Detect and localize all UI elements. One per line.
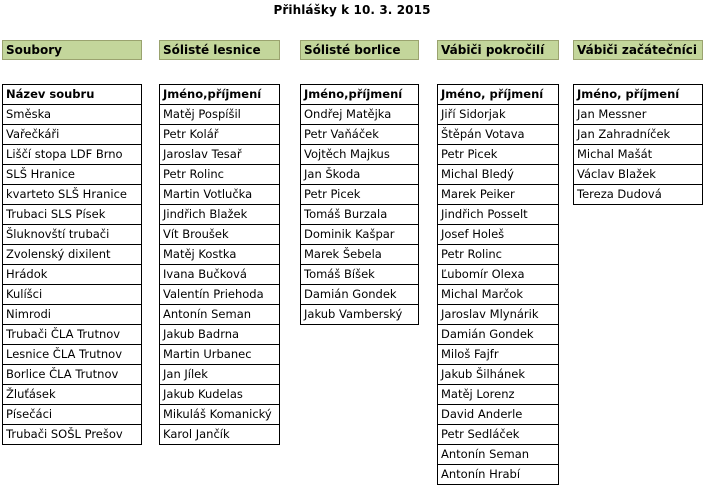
table-row: [3, 425, 142, 445]
table-cell: Jaroslav Mlynárik: [438, 305, 559, 325]
table-row: [3, 385, 142, 405]
table-header-row: [438, 85, 559, 105]
table-row: [160, 325, 280, 345]
column-header-cell: Název soubru: [3, 85, 142, 105]
table-cell: Valentín Priehoda: [160, 285, 280, 305]
table-cell: Hrádok: [3, 265, 142, 285]
table-row: [438, 105, 559, 125]
table-row: [438, 405, 559, 425]
table-row: [160, 365, 280, 385]
table-cell: Borlice ČLA Trutnov: [3, 365, 142, 385]
table-row: [438, 205, 559, 225]
table-row: [438, 425, 559, 445]
column-header-cell: Jméno,příjmení: [160, 85, 280, 105]
table-header-row: [301, 85, 419, 105]
table-cell: Ondřej Matějka: [301, 105, 419, 125]
table-cell: Dominik Kašpar: [301, 225, 419, 245]
table-row: [160, 225, 280, 245]
table-row: [160, 145, 280, 165]
table-cell: Tomáš Burzala: [301, 205, 419, 225]
table-row: [3, 225, 142, 245]
table-row: [3, 165, 142, 185]
table-row: [574, 105, 703, 125]
table-cell: Václav Blažek: [574, 165, 703, 185]
table-row: [438, 145, 559, 165]
table-row: [3, 205, 142, 225]
section-header: Soubory: [2, 40, 142, 60]
table-row: [160, 265, 280, 285]
table-row: [160, 345, 280, 365]
column-header-cell: Jméno, příjmení: [438, 85, 559, 105]
table-row: [3, 365, 142, 385]
table-cell: Damián Gondek: [301, 285, 419, 305]
table-cell: Damián Gondek: [438, 325, 559, 345]
table-cell: Petr Rolinc: [160, 165, 280, 185]
table-cell: Směska: [3, 105, 142, 125]
table-row: [438, 265, 559, 285]
table-row: [160, 245, 280, 265]
table-row: [3, 145, 142, 165]
table-row: [3, 185, 142, 205]
table-row: [3, 245, 142, 265]
table-row: [438, 185, 559, 205]
table-cell: Marek Peiker: [438, 185, 559, 205]
column-header-cell: Jméno, příjmení: [574, 85, 703, 105]
table-row: [438, 305, 559, 325]
table-cell: Vojtěch Majkus: [301, 145, 419, 165]
table-cell: Marek Šebela: [301, 245, 419, 265]
table-cell: Petr Sedláček: [438, 425, 559, 445]
table-row: [160, 425, 280, 445]
table-row: [438, 285, 559, 305]
table-cell: Tomáš Bíšek: [301, 265, 419, 285]
table-cell: Nimrodi: [3, 305, 142, 325]
page-title: Přihlášky k 10. 3. 2015: [273, 3, 431, 17]
table-cell: Matěj Kostka: [160, 245, 280, 265]
table-cell: Antonín Hrabí: [438, 465, 559, 485]
table-row: [301, 225, 419, 245]
table-cell: Vít Broušek: [160, 225, 280, 245]
column-header-cell: Jméno,příjmení: [301, 85, 419, 105]
table-cell: Ivana Bučková: [160, 265, 280, 285]
section-header: Vábiči začátečníci: [573, 40, 703, 60]
table-cell: Matěj Lorenz: [438, 385, 559, 405]
table-row: [574, 125, 703, 145]
table-row: [301, 205, 419, 225]
table-row: [160, 105, 280, 125]
table-cell: Josef Holeš: [438, 225, 559, 245]
table-cell: Michal Mašát: [574, 145, 703, 165]
table-row: [438, 245, 559, 265]
table-cell: Jakub Vamberský: [301, 305, 419, 325]
table-cell: Martin Votlučka: [160, 185, 280, 205]
table-row: [438, 365, 559, 385]
table-cell: Antonín Seman: [438, 445, 559, 465]
beginner-callers-table: [573, 84, 703, 205]
table-row: [3, 285, 142, 305]
table-cell: Petr Kolář: [160, 125, 280, 145]
table-row: [301, 145, 419, 165]
table-cell: Jiří Sidorjak: [438, 105, 559, 125]
table-cell: Jaroslav Tesař: [160, 145, 280, 165]
table-row: [574, 165, 703, 185]
section-header: Sólisté lesnice: [159, 40, 280, 60]
table-cell: Michal Marčok: [438, 285, 559, 305]
table-cell: Liščí stopa LDF Brno: [3, 145, 142, 165]
table-cell: Petr Vaňáček: [301, 125, 419, 145]
table-row: [3, 325, 142, 345]
table-cell: Jakub Kudelas: [160, 385, 280, 405]
table-cell: Jakub Badrna: [160, 325, 280, 345]
table-row: [3, 125, 142, 145]
table-cell: David Anderle: [438, 405, 559, 425]
advanced-callers-table: [437, 84, 559, 485]
table-cell: Jindřich Posselt: [438, 205, 559, 225]
table-cell: Matěj Pospíšil: [160, 105, 280, 125]
table-header-row: [3, 85, 142, 105]
ensembles-table: [2, 84, 142, 445]
table-cell: kvarteto SLŠ Hranice: [3, 185, 142, 205]
borlice-soloists-table: [300, 84, 419, 325]
table-cell: Petr Picek: [301, 185, 419, 205]
table-cell: Jindřich Blažek: [160, 205, 280, 225]
table-cell: Vařečkáři: [3, 125, 142, 145]
lesnice-soloists-table: [159, 84, 280, 445]
table-row: [3, 305, 142, 325]
table-row: [301, 265, 419, 285]
table-row: [574, 145, 703, 165]
table-row: [301, 165, 419, 185]
table-row: [438, 125, 559, 145]
table-row: [3, 265, 142, 285]
table-cell: Karol Jančík: [160, 425, 280, 445]
table-row: [160, 405, 280, 425]
table-row: [160, 205, 280, 225]
table-row: [3, 405, 142, 425]
table-cell: Jan Messner: [574, 105, 703, 125]
table-row: [438, 465, 559, 485]
table-cell: Lesnice ČLA Trutnov: [3, 345, 142, 365]
table-row: [301, 185, 419, 205]
table-cell: Jan Škoda: [301, 165, 419, 185]
table-header-row: [574, 85, 703, 105]
table-cell: Mikuláš Komanický: [160, 405, 280, 425]
table-row: [438, 345, 559, 365]
table-cell: Tereza Dudová: [574, 185, 703, 205]
table-row: [160, 125, 280, 145]
table-row: [438, 325, 559, 345]
table-row: [301, 105, 419, 125]
table-cell: Jan Jílek: [160, 365, 280, 385]
table-cell: Jakub Šilhánek: [438, 365, 559, 385]
table-cell: Trubaci SLS Písek: [3, 205, 142, 225]
table-row: [301, 285, 419, 305]
table-cell: Martin Urbanec: [160, 345, 280, 365]
section-header: Vábiči pokročilí: [437, 40, 559, 60]
table-row: [160, 385, 280, 405]
table-row: [3, 345, 142, 365]
table-cell: Trubači SOŠL Prešov: [3, 425, 142, 445]
table-row: [301, 245, 419, 265]
table-cell: Michal Bledý: [438, 165, 559, 185]
table-cell: Žluťásek: [3, 385, 142, 405]
table-cell: Trubači ČLA Trutnov: [3, 325, 142, 345]
table-header-row: [160, 85, 280, 105]
table-cell: Štěpán Votava: [438, 125, 559, 145]
table-row: [160, 305, 280, 325]
table-row: [438, 445, 559, 465]
table-cell: SLŠ Hranice: [3, 165, 142, 185]
table-cell: Písečáci: [3, 405, 142, 425]
table-cell: Kulíšci: [3, 285, 142, 305]
table-cell: Šluknovští trubači: [3, 225, 142, 245]
table-row: [438, 385, 559, 405]
table-row: [301, 125, 419, 145]
table-cell: Petr Picek: [438, 145, 559, 165]
section-header: Sólisté borlice: [300, 40, 419, 60]
table-row: [160, 185, 280, 205]
table-row: [160, 165, 280, 185]
table-cell: Jan Zahradníček: [574, 125, 703, 145]
table-cell: Ľubomír Olexa: [438, 265, 559, 285]
table-row: [160, 285, 280, 305]
table-row: [438, 225, 559, 245]
table-row: [301, 305, 419, 325]
table-cell: Antonín Seman: [160, 305, 280, 325]
table-cell: Petr Rolinc: [438, 245, 559, 265]
table-row: [438, 165, 559, 185]
table-cell: Miloš Fajfr: [438, 345, 559, 365]
table-row: [3, 105, 142, 125]
table-cell: Zvolenský dixilent: [3, 245, 142, 265]
table-row: [574, 185, 703, 205]
